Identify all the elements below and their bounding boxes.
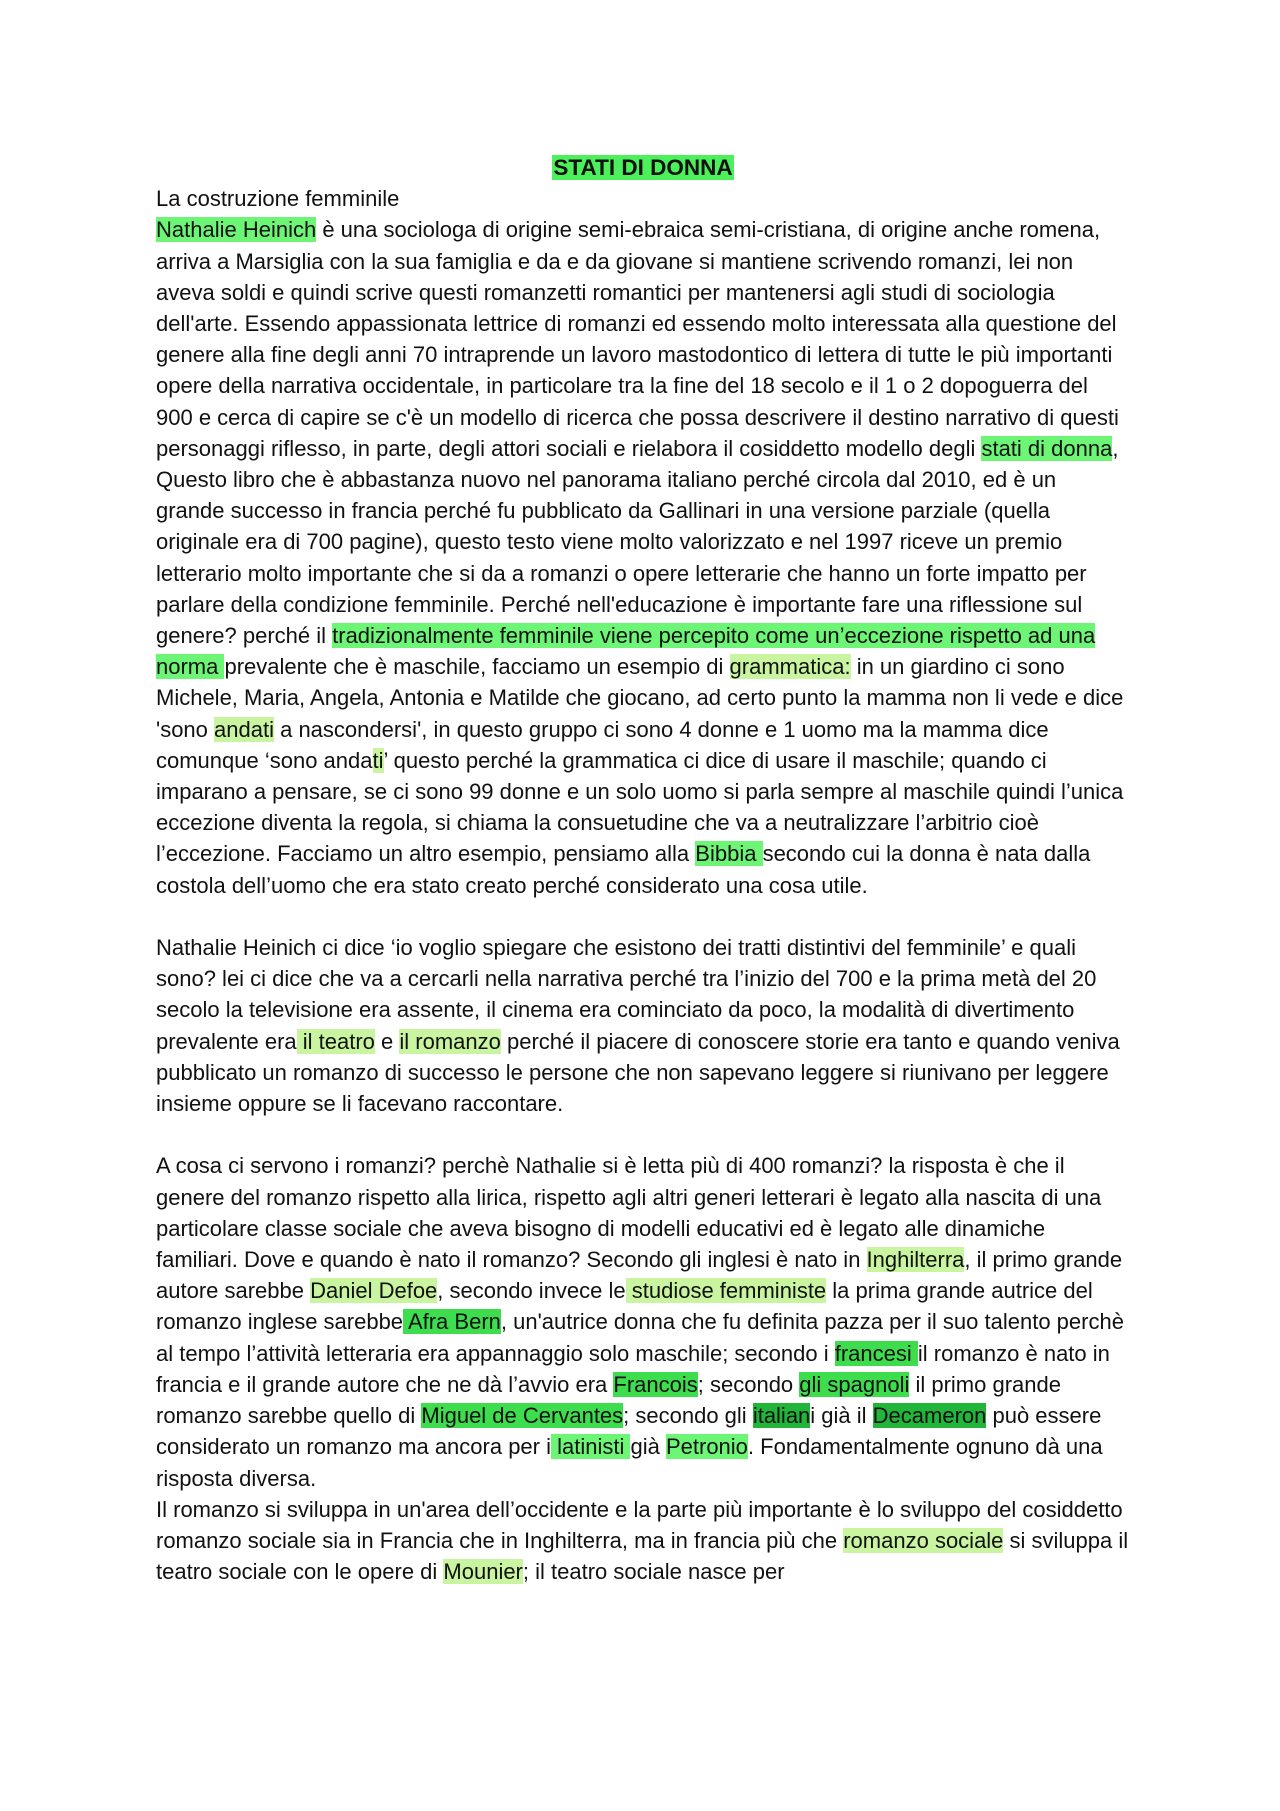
- highlighted-text: Francois: [613, 1371, 698, 1397]
- body-text: in un giardino ci sono Michele, Maria, Angela, Antonia e Matilde che giocano, ad certo punto la mamma non li vede e dice 'sono: [156, 654, 1124, 742]
- paragraph-spacer: [156, 1119, 1130, 1150]
- paragraph-1: [156, 214, 1130, 900]
- body-text: a nascondersi', in questo gruppo ci sono 4 donne e 1 uomo ma la mamma dice comunque ‘sono anda: [156, 716, 1049, 773]
- body-text: i già il: [810, 1403, 873, 1429]
- body-text: . Fondamentalmente ognuno dà una risposta diversa.: [156, 1434, 1103, 1491]
- paragraph-spacer: [156, 901, 1130, 932]
- highlighted-text: Inghilterra: [866, 1247, 965, 1273]
- highlighted-text: Petronio: [665, 1434, 748, 1460]
- body-text: , il primo grande autore sarebbe: [156, 1247, 1123, 1304]
- body-text: Il romanzo si sviluppa in un'area dell’occidente e la parte più importante è lo sviluppo del cosiddetto romanzo sociale sia in Francia che in Inghilterra, ma in francia più che: [156, 1496, 1123, 1553]
- body-text: prevalente che è maschile, facciamo un esempio di: [224, 654, 730, 680]
- highlighted-text: Afra Bern: [403, 1309, 501, 1335]
- body-text: può essere considerato un romanzo ma ancora per i: [156, 1403, 1102, 1460]
- highlighted-text: francesi: [834, 1340, 918, 1366]
- body-text: ’ questo perché la grammatica ci dice di usare il maschile; quando ci imparano a pensare, se ci sono 99 donne e un solo uomo si parla sempre al maschile quindi l’unica eccezione diventa la regola, si chiama la consuetudine che va a neutralizzare l’arbitrio cioè l’eccezione. Facciamo un altro esempio, pensiamo alla: [156, 747, 1124, 867]
- body-text: si sviluppa il teatro sociale con le opere di: [156, 1527, 1129, 1585]
- body-text: il primo grande romanzo sarebbe quello di: [156, 1371, 1061, 1429]
- highlighted-text: romanzo sociale: [843, 1527, 1004, 1553]
- paragraph-4: [156, 1494, 1130, 1588]
- body-text: ; il teatro sociale nasce per: [522, 1559, 785, 1585]
- paragraph-3: [156, 1150, 1130, 1493]
- highlighted-text: stati di donna: [981, 435, 1113, 461]
- body-text: Nathalie Heinich ci dice ‘io voglio spiegare che esistono dei tratti distintivi del femminile’ e quali sono? lei ci dice che va a cercarli nella narrativa perché tra l’inizio del 700 e la prima metà del 20 secolo la televisione era assente, il cinema era cominciato da poco, la modalità di divertimento prevalente era: [156, 935, 1097, 1054]
- highlighted-text: grammatica:: [729, 654, 851, 680]
- body-text: ; secondo gli: [623, 1403, 753, 1429]
- highlighted-text: Mounier: [443, 1559, 523, 1585]
- body-text: , un'autrice donna che fu definita pazza per il suo talento perchè al tempo l’attività letteraria era appannaggio solo maschile; secondo i: [156, 1309, 1124, 1366]
- highlighted-text: Daniel Defoe: [310, 1278, 438, 1304]
- body-text: secondo cui la donna è nata dalla costola dell’uomo che era stato creato perché considerato una cosa utile.: [156, 841, 1091, 898]
- highlighted-text: latinisti: [551, 1434, 631, 1460]
- body-text: A cosa ci servono i romanzi? perchè Nathalie si è letta più di 400 romanzi? la risposta è che il genere del romanzo rispetto alla lirica, rispetto agli altri generi letterari è legato alla nascita di una particolare classe sociale che aveva bisogno di modelli educativi ed è legato alle dinamiche familiari. Dove e quando è nato il romanzo? Secondo gli inglesi è nato in: [156, 1153, 1102, 1273]
- body-text: il romanzo è nato in francia e il grande autore che ne dà l’avvio era: [156, 1340, 1110, 1397]
- body-text: la prima grande autrice del romanzo inglese sarebbe: [156, 1278, 1093, 1335]
- highlighted-text: Nathalie Heinich: [156, 217, 317, 243]
- document-title: [156, 152, 1130, 183]
- body-text: è una sociologa di origine semi-ebraica semi-cristiana, di origine anche romena, arriva a Marsiglia con la sua famiglia e da e da giovane si mantiene scrivendo romanzi, lei non aveva soldi e quindi scrive questi romanzetti romantici per mantenersi agli studi di sociologia dell'arte. Essendo appassionata lettrice di romanzi ed essendo molto interessata alla questione del genere alla fine degli anni 70 intraprende un lavoro mastodontico di lettera di tutte le più importanti opere della narrativa occidentale, in particolare tra la fine del 18 secolo e il 1 o 2 dopoguerra del 900 e cerca di capire se c'è un modello di ricerca che possa descrivere il destino narrativo di questi personaggi riflesso, in parte, degli attori sociali e rielabora il cosiddetto modello degli: [156, 217, 1119, 461]
- highlighted-text: Bibbia: [695, 841, 763, 867]
- body-text: , secondo invece le: [437, 1278, 626, 1304]
- highlighted-text: gli spagnoli: [799, 1371, 910, 1397]
- body-text: ; secondo: [697, 1371, 800, 1397]
- document-subtitle: La costruzione femminile: [156, 186, 400, 212]
- highlighted-text: studiose femministe: [625, 1278, 827, 1304]
- highlighted-text: ti: [372, 747, 384, 773]
- highlighted-text: il romanzo: [399, 1028, 501, 1054]
- body-text: e: [374, 1028, 400, 1054]
- highlighted-text: italian: [752, 1403, 811, 1429]
- body-text: perché il piacere di conoscere storie era tanto e quando veniva pubblicato un romanzo di successo le persone che non sapevano leggere si riunivano per leggere insieme oppure se li facevano raccontare.: [156, 1028, 1120, 1117]
- paragraph-2: [156, 932, 1130, 1119]
- body-text: , Questo libro che è abbastanza nuovo nel panorama italiano perché circola dal 2010, ed è un grande successo in francia perché fu pubblicato da Gallinari in una versione parziale (quella originale era di 700 pagine), questo testo viene molto valorizzato e nel 1997 riceve un premio letterario molto importante che si da a romanzi o opere letterarie che hanno un forte impatto per parlare della condizione femminile. Perché nell'educazione è importante fare una riflessione sul genere? perché il: [156, 435, 1119, 649]
- highlighted-text: Miguel de Cervantes: [421, 1403, 624, 1429]
- highlighted-text: Decameron: [872, 1403, 987, 1429]
- highlighted-text: il teatro: [296, 1028, 375, 1054]
- title-highlight: STATI DI DONNA: [553, 155, 733, 180]
- highlighted-text: andati: [214, 716, 274, 742]
- body-text: già: [630, 1434, 666, 1460]
- highlighted-text: tradizionalmente femminile viene percepito come un’eccezione rispetto ad una norma: [156, 623, 1096, 680]
